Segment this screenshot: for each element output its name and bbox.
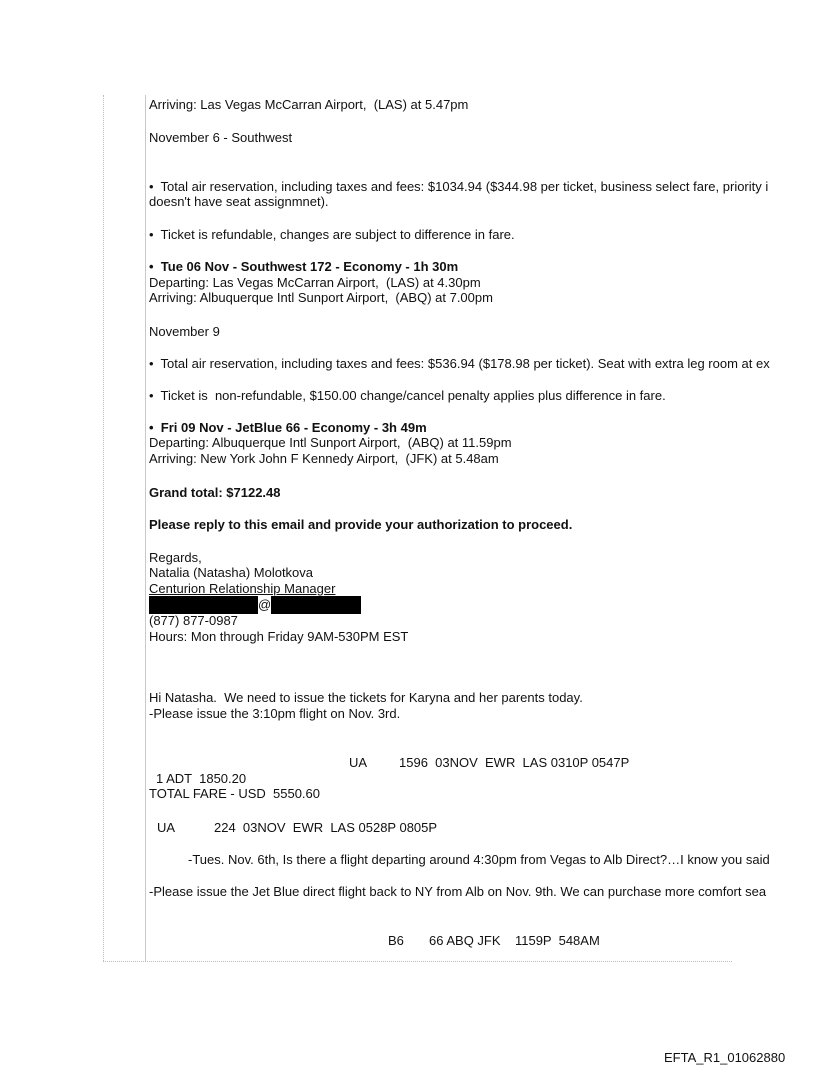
ua224-carrier: UA: [157, 820, 176, 835]
nov9-arriving: Arriving: New York John F Kennedy Airport, (JFK) at 5.48am: [149, 451, 499, 466]
redaction-box-domain: [271, 596, 361, 614]
nov6-total-line1: • Total air reservation, including taxes and fees: $1034.94 ($344.98 per ticket, business select fare, priority i: [149, 179, 769, 194]
reply-issue-310: -Please issue the 3:10pm flight on Nov. 3rd.: [149, 706, 401, 721]
jetblue-request: -Please issue the Jet Blue direct flight back to NY from Alb on Nov. 9th. We can purchase more comfort sea: [149, 884, 767, 899]
redaction-box-user: [149, 596, 258, 614]
ua224-detail: 224 03NOV EWR LAS 0528P 0805P: [214, 820, 438, 835]
nov6-arriving: Arriving: Albuquerque Intl Sunport Airport, (ABQ) at 7.00pm: [149, 290, 493, 305]
ua1596-detail: 1596 03NOV EWR LAS 0310P 0547P: [399, 755, 630, 770]
nov6-total-line2: doesn't have seat assignmnet).: [149, 194, 329, 209]
arriving-las-line: Arriving: Las Vegas McCarran Airport, (LAS) at 5.47pm: [149, 97, 469, 112]
total-fare-line: TOTAL FARE - USD 5550.60: [149, 786, 320, 801]
sender-hours: Hours: Mon through Friday 9AM-530PM EST: [149, 629, 409, 644]
regards: Regards,: [149, 550, 202, 565]
sender-title: Centurion Relationship Manager: [149, 581, 336, 596]
nov9-heading: November 9: [149, 324, 220, 339]
nov6-flight-title: • Tue 06 Nov - Southwest 172 - Economy - 1h 30m: [149, 259, 459, 274]
b6-carrier: B6: [388, 933, 404, 948]
ua1596-carrier: UA: [349, 755, 368, 770]
grand-total: Grand total: $7122.48: [149, 485, 281, 500]
nov6-heading: November 6 - Southwest: [149, 130, 293, 145]
bottom-rule: [103, 961, 732, 962]
nov9-refund-line: • Ticket is non-refundable, $150.00 change/cancel penalty applies plus difference in fare.: [149, 388, 666, 403]
sender-phone: (877) 877-0987: [149, 613, 238, 628]
tues-question: -Tues. Nov. 6th, Is there a flight departing around 4:30pm from Vegas to Alb Direct?…I know you said: [188, 852, 770, 867]
nov6-departing: Departing: Las Vegas McCarran Airport, (LAS) at 4.30pm: [149, 275, 481, 290]
nov9-total-line: • Total air reservation, including taxes and fees: $536.94 ($178.98 per ticket). Seat with extra leg room at ex: [149, 356, 770, 371]
nov9-flight-title: • Fri 09 Nov - JetBlue 66 - Economy - 3h 49m: [149, 420, 427, 435]
sender-name: Natalia (Natasha) Molotkova: [149, 565, 314, 580]
document-id: EFTA_R1_01062880: [664, 1050, 786, 1065]
quote-border: [145, 95, 146, 961]
nov6-refund-line: • Ticket is refundable, changes are subject to difference in fare.: [149, 227, 515, 242]
outer-quote-border: [103, 95, 104, 961]
nov9-departing: Departing: Albuquerque Intl Sunport Airport, (ABQ) at 11.59pm: [149, 435, 512, 450]
adt-line: 1 ADT 1850.20: [156, 771, 247, 786]
b6-detail: 66 ABQ JFK 1159P 548AM: [429, 933, 600, 948]
email-at-sign: @: [258, 597, 272, 612]
reply-request: Please reply to this email and provide your authorization to proceed.: [149, 517, 573, 532]
reply-greeting: Hi Natasha. We need to issue the tickets for Karyna and her parents today.: [149, 690, 583, 705]
